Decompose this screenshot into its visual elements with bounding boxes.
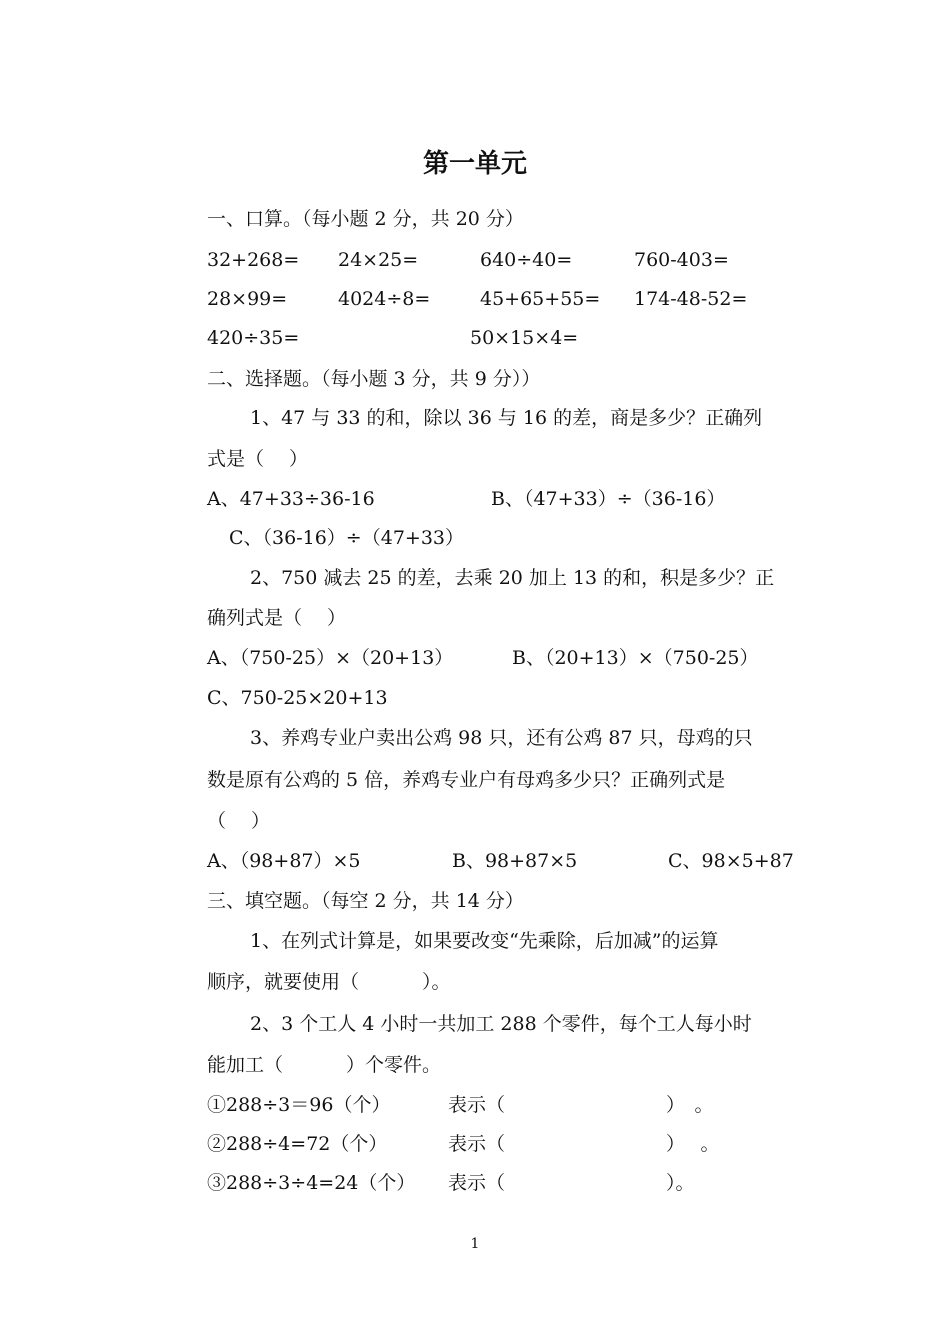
question-text: 2、3 个工人 4 小时一共加工 288 个零件，每个工人每小时 [250, 1013, 752, 1035]
page-title: 第一单元 [422, 149, 527, 179]
section2-heading: 二、选择题。（每小题 3 分，共 9 分）） [207, 368, 541, 390]
sub-expression: ①288÷3＝96（个） [207, 1094, 391, 1116]
sub-expression: ②288÷4=72（个） [207, 1133, 388, 1155]
section3-heading: 三、填空题。（每空 2 分，共 14 分） [207, 890, 524, 912]
option-a: A、（98+87）×5 [207, 850, 361, 872]
question-text: 2、750 减去 25 的差，去乘 20 加上 13 的和，积是多少？正 [250, 567, 775, 589]
calc-item: 4024÷8= [338, 288, 431, 310]
calc-item: 50×15×4= [470, 327, 579, 349]
option-b: B、98+87×5 [452, 850, 578, 872]
section1-heading: 一、口算。（每小题 2 分，共 20 分） [207, 208, 524, 230]
option-a: A、（750-25）×（20+13） [207, 647, 454, 669]
question-text: 式是（ ） [207, 448, 309, 470]
calc-item: 28×99= [207, 288, 288, 310]
option-a: A、47+33÷36-16 [207, 488, 375, 510]
question-text: （ ） [207, 810, 271, 832]
page-number: 1 [470, 1236, 480, 1252]
sub-label: 表示（ [448, 1133, 506, 1155]
calc-item: 760-403= [634, 249, 729, 271]
question-text: 3、养鸡专业户卖出公鸡 98 只，还有公鸡 87 只，母鸡的只 [250, 727, 753, 749]
question-text: 数是原有公鸡的 5 倍，养鸡专业户有母鸡多少只？正确列式是 [207, 769, 726, 791]
sub-close: ） 。 [666, 1094, 714, 1116]
question-text: 顺序，就要使用（ ）。 [207, 971, 451, 993]
calc-item: 24×25= [338, 249, 419, 271]
option-c: C、（36-16）÷（47+33） [229, 527, 465, 549]
question-text: 确列式是（ ） [207, 607, 347, 629]
option-b: B、（47+33）÷（36-16） [491, 488, 726, 510]
option-c: C、98×5+87 [668, 850, 794, 872]
option-b: B、（20+13）×（750-25） [512, 647, 759, 669]
calc-item: 45+65+55= [480, 288, 601, 310]
calc-item: 420÷35= [207, 327, 300, 349]
question-text: 1、47 与 33 的和，除以 36 与 16 的差，商是多少？正确列 [250, 407, 763, 429]
sub-expression: ③288÷3÷4=24（个） [207, 1172, 416, 1194]
calc-item: 640÷40= [480, 249, 573, 271]
question-text: 1、在列式计算是，如果要改变“先乘除，后加减”的运算 [250, 930, 719, 952]
option-c: C、750-25×20+13 [207, 687, 388, 709]
sub-label: 表示（ [448, 1094, 506, 1116]
calc-item: 32+268= [207, 249, 300, 271]
sub-close: ） 。 [666, 1133, 720, 1155]
calc-item: 174-48-52= [634, 288, 748, 310]
sub-close: ）。 [666, 1172, 695, 1194]
sub-label: 表示（ [448, 1172, 506, 1194]
question-text: 能加工（ ）个零件。 [207, 1054, 442, 1076]
